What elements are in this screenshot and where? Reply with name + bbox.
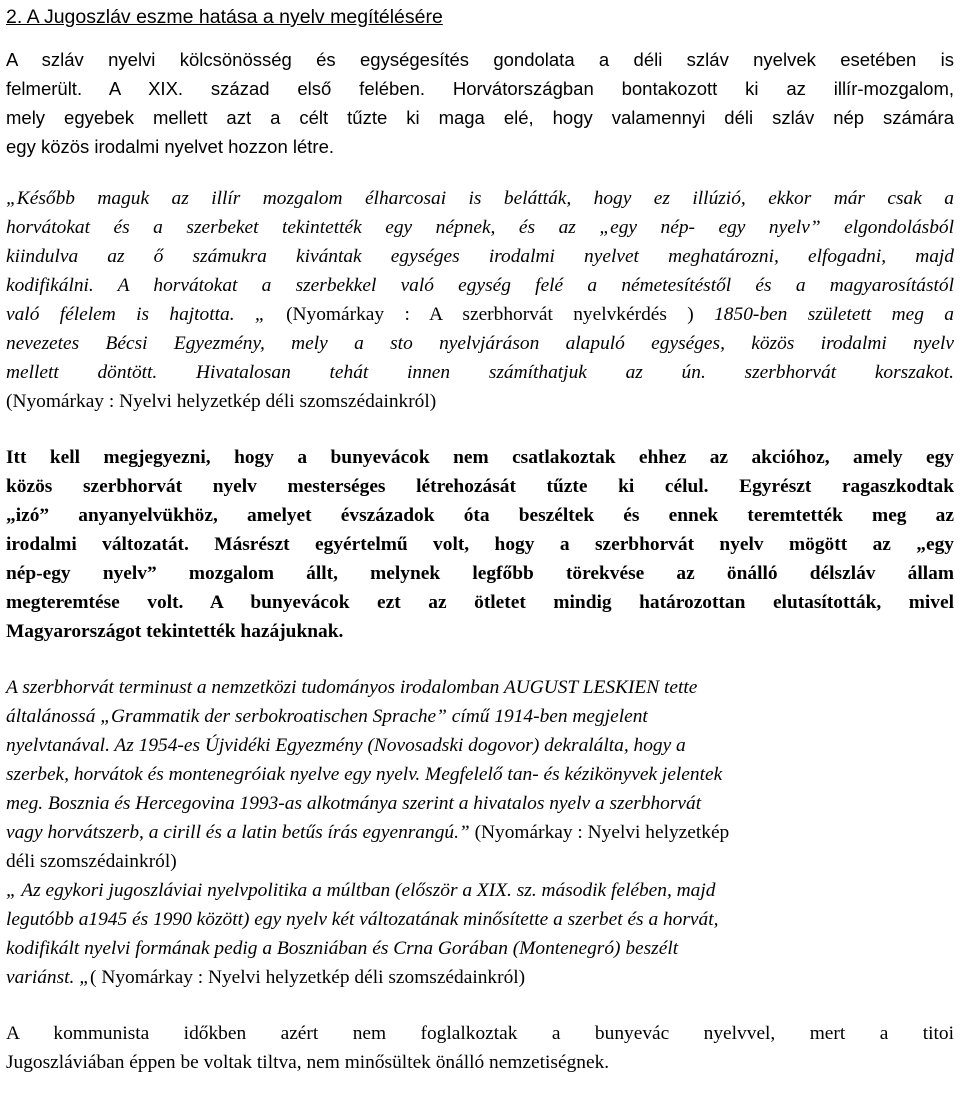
citation: (Nyomárkay : Nyelvi helyzetkép déli szomszédainkról)	[6, 391, 437, 412]
text-line: A szerbhorvát terminust a nemzetközi tudományos irodalomban AUGUST LESKIEN tette	[6, 677, 698, 698]
document-page	[6, 0, 954, 1077]
text-line: kiindulva az ő számukra kivántak egységes irodalmi nyelvet meghatározni, elfogadni, majd	[6, 246, 954, 267]
citation: déli szomszédainkról)	[6, 851, 177, 872]
text-line	[6, 818, 954, 847]
text-line: Jugoszláviában éppen be voltak tiltva, nem minősültek önálló nemzetiségnek.	[6, 1052, 610, 1073]
text-line: horvátokat és a szerbeket tekintették egy népnek, és az „egy nép- egy nyelv” elgondolásból	[6, 217, 954, 238]
text-line: meg. Bosznia és Hercegovina 1993-as alkotmánya szerint a hivatalos nyelv a szerbhorvát	[6, 793, 702, 814]
italic-fragment: való félelem is hajtotta. „	[6, 304, 266, 325]
citation: ( Nyomárkay : Nyelvi helyzetkép déli szomszédainkról)	[90, 967, 526, 988]
paragraph-intro	[6, 45, 954, 161]
text-line	[6, 300, 954, 329]
text-line: kodifikált nyelvi formának pedig a Boszniában és Crna Gorában (Montenegró) beszélt	[6, 938, 679, 959]
text-line: kodifikálni. A horvátokat a szerbekkel való egység felé a németesítéstől és a magyarosítástól	[6, 275, 954, 296]
text-line: Itt kell megjegyezni, hogy a bunyevácok nem csatlakoztak ehhez az akcióhoz, amely egy	[6, 447, 954, 468]
paragraph-language-policy	[6, 876, 954, 992]
text-line: nyelvtanával. Az 1954-es Újvidéki Egyezmény (Novosadski dogovor) dekralálta, hogy a	[6, 735, 686, 756]
text-line: mellett döntött. Hivatalosan tehát innen számíthatjuk az ún. szerbhorvát korszakot.	[6, 362, 954, 383]
italic-fragment: 1850-ben született meg a	[714, 304, 954, 325]
paragraph-communist-era	[6, 1019, 954, 1077]
text-line: mely egyebek mellett azt a célt tűzte ki maga elé, hogy valamennyi déli szláv nép számára	[6, 107, 954, 128]
paragraph-leskien	[6, 673, 954, 876]
text-line: nép-egy nyelv” mozgalom állt, melynek legfőbb törekvése az önálló délszláv állam	[6, 563, 954, 584]
citation: (Nyomárkay : A szerbhorvát nyelvkérdés )	[265, 304, 715, 325]
italic-fragment: variánst. „	[6, 967, 91, 988]
text-line: Magyarországot tekintették hazájuknak.	[6, 621, 344, 642]
text-line: közös szerbhorvát nyelv mesterséges létrehozását tűzte ki célul. Egyrészt ragaszkodtak	[6, 476, 954, 497]
text-line: irodalmi változatát. Másrészt egyértelmű volt, hogy a szerbhorvát nyelv mögött az „egy	[6, 534, 954, 555]
text-line: A szláv nyelvi kölcsönösség és egységesítés gondolata a déli szláv nyelvek esetében is	[6, 49, 954, 70]
section-heading: 2. A Jugoszláv eszme hatása a nyelv megítélésére	[6, 6, 443, 28]
text-line: A kommunista időkben azért nem foglalkoztak a bunyevác nyelvvel, mert a titoi	[6, 1023, 954, 1044]
text-line: „ Az egykori jugoszláviai nyelvpolitika a múltban (először a XIX. sz. második felében, majd	[6, 880, 716, 901]
text-line: nevezetes Bécsi Egyezmény, mely a sto nyelvjáráson alapuló egységes, közös irodalmi nyelv	[6, 333, 954, 354]
text-line: legutóbb a1945 és 1990 között) egy nyelv két változatának minősítette a szerbet és a horvát,	[6, 909, 719, 930]
text-line: „Később maguk az illír mozgalom élharcosai is belátták, hogy ez illúzió, ekkor már csak a	[6, 188, 954, 209]
citation: (Nyomárkay : Nyelvi helyzetkép	[469, 822, 730, 843]
paragraph-quote-illyrian	[6, 184, 954, 416]
text-line: általánossá „Grammatik der serbokroatischen Sprache” című 1914-ben megjelent	[6, 706, 648, 727]
italic-fragment: vagy horvátszerb, a cirill és a latin betűs írás egyenrangú.”	[6, 822, 470, 843]
text-line	[6, 963, 954, 992]
paragraph-bunjevac-note	[6, 443, 954, 646]
text-line: felmerült. A XIX. század első felében. Horvátországban bontakozott ki az illír-mozgalom,	[6, 78, 954, 99]
text-line: egy közös irodalmi nyelvet hozzon létre.	[6, 136, 335, 157]
text-line: „izó” anyanyelvükhöz, amelyet évszázadok óta beszéltek és ennek teremtették meg az	[6, 505, 954, 526]
text-line: szerbek, horvátok és montenegróiak nyelve egy nyelv. Megfelelő tan- és kézikönyvek jelentek	[6, 764, 723, 785]
text-line: megteremtése volt. A bunyevácok ezt az ötletet mindig határozottan elutasították, mivel	[6, 592, 954, 613]
